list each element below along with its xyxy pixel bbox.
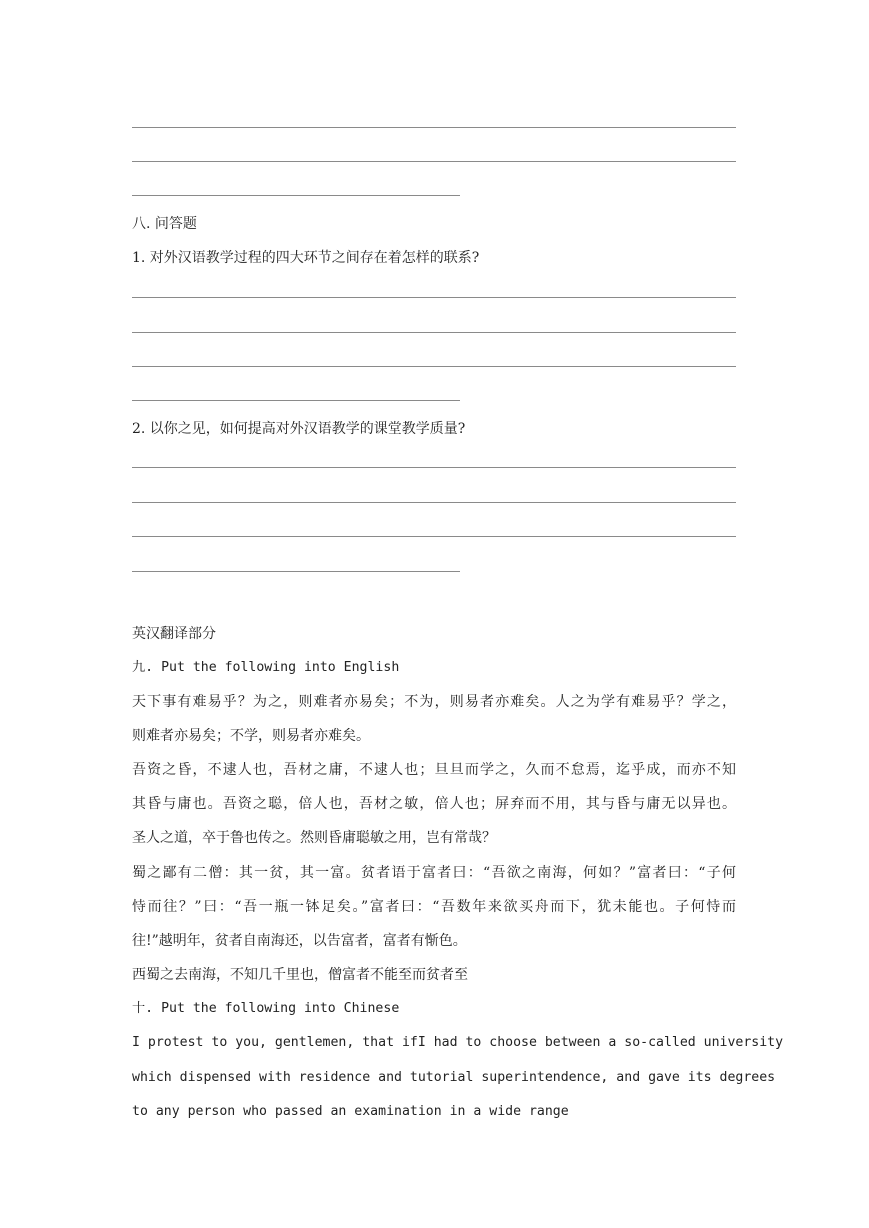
passage-line: 圣人之道，卒于鲁也传之。然则昏庸聪敏之用，岂有常哉？ bbox=[132, 830, 496, 846]
section-10-title: 十. Put the following into Chinese bbox=[132, 1001, 400, 1016]
answer-line bbox=[132, 571, 460, 572]
answer-line bbox=[132, 195, 460, 196]
passage-line: 恃而往？”曰：“吾一瓶一钵足矣。”富者曰：“吾数年来欲买舟而下，犹未能也。子何恃而 bbox=[132, 899, 736, 915]
answer-line bbox=[132, 297, 736, 298]
answer-line bbox=[132, 467, 736, 468]
answer-line bbox=[132, 127, 736, 128]
english-passage-line: I protest to you, gentlemen, that ifI had to choose between a so-called university bbox=[132, 1035, 784, 1050]
section-9-title: 九. Put the following into English bbox=[132, 660, 400, 675]
passage-line: 往!”越明年，贫者自南海还，以告富者，富者有惭色。 bbox=[132, 933, 467, 949]
english-passage-line: which dispensed with residence and tutorial superintendence, and gave its degrees bbox=[132, 1070, 776, 1085]
passage-line: 西蜀之去南海，不知几千里也，僧富者不能至而贫者至 bbox=[132, 967, 468, 983]
answer-line bbox=[132, 161, 736, 162]
section-8-title: 八. 问答题 bbox=[132, 216, 197, 232]
passage-line: 蜀之鄙有二僧：其一贫，其一富。贫者语于富者曰：“吾欲之南海，何如？”富者曰：“子何 bbox=[132, 865, 736, 881]
passage-line: 则难者亦易矣；不学，则易者亦难矣。 bbox=[132, 728, 370, 744]
passage-line: 其昏与庸也。吾资之聪，倍人也，吾材之敏，倍人也；屏弃而不用，其与昏与庸无以异也。 bbox=[132, 796, 736, 812]
translation-heading: 英汉翻译部分 bbox=[132, 626, 216, 642]
passage-line: 天下事有难易乎？为之，则难者亦易矣；不为，则易者亦难矣。人之为学有难易乎？学之， bbox=[132, 694, 736, 710]
answer-line bbox=[132, 502, 736, 503]
question-2: 2. 以你之见，如何提高对外汉语教学的课堂教学质量? bbox=[132, 421, 466, 437]
answer-line bbox=[132, 536, 736, 537]
english-passage-line: to any person who passed an examination in a wide range bbox=[132, 1104, 569, 1119]
document-page bbox=[132, 0, 784, 1228]
passage-line: 吾资之昏，不逮人也，吾材之庸，不逮人也；旦旦而学之，久而不怠焉，迄乎成，而亦不知 bbox=[132, 762, 736, 778]
answer-line bbox=[132, 332, 736, 333]
answer-line bbox=[132, 400, 460, 401]
answer-line bbox=[132, 366, 736, 367]
question-1: 1. 对外汉语教学过程的四大环节之间存在着怎样的联系? bbox=[132, 250, 480, 266]
